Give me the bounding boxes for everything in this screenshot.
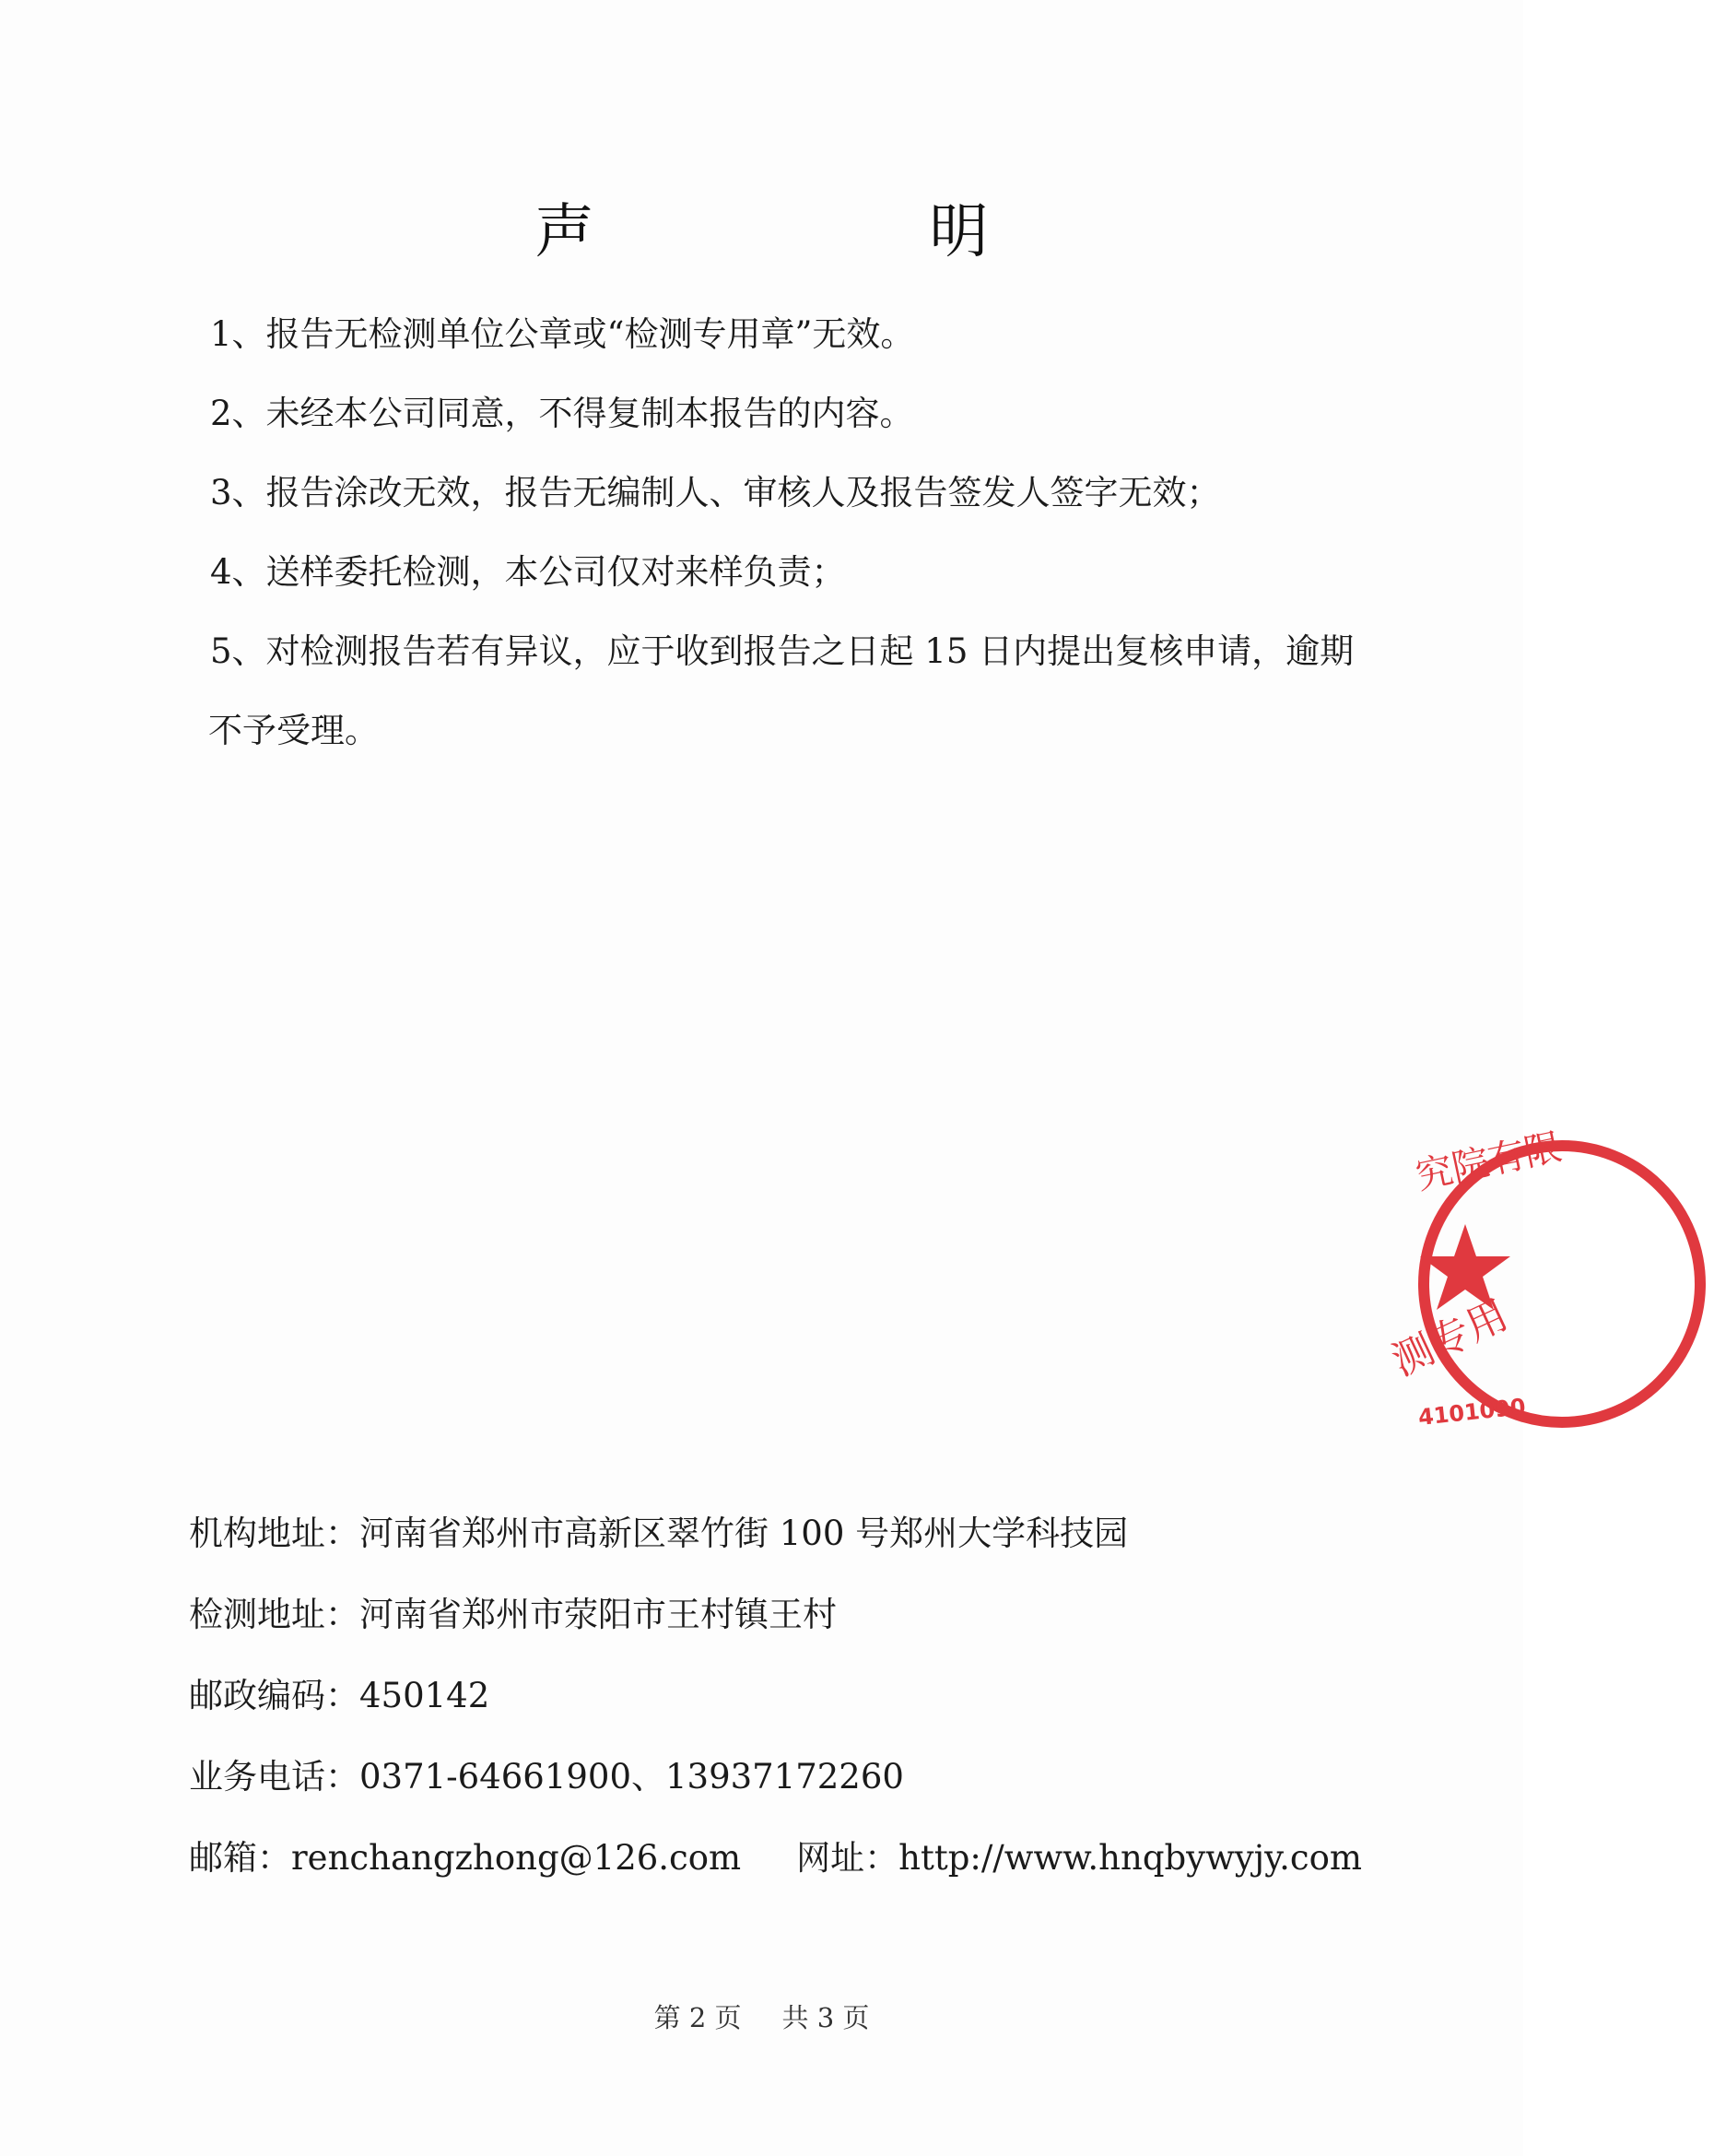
- seal-middle-text: 测专用: [1385, 1290, 1516, 1385]
- statement-list: [210, 295, 1399, 771]
- contact-info: [189, 1493, 1387, 1899]
- phone: 业务电话：0371-64661900、13937172260: [189, 1757, 904, 1797]
- statement-item: 5、对检测报告若有异议，应于收到报告之日起 15 日内提出复核申请，逾期: [210, 631, 1355, 671]
- page-footer: [0, 1997, 1523, 2035]
- statement-item: 2、未经本公司同意，不得复制本报告的内容。: [210, 394, 914, 433]
- seal-top-text: 究院有限: [1412, 1125, 1566, 1198]
- email-website-row: [189, 1818, 1387, 1899]
- page-total: 共 3 页: [781, 2002, 870, 2033]
- email: 邮箱：renchangzhong@126.com: [189, 1838, 742, 1878]
- org-address: 机构地址：河南省郑州市高新区翠竹街 100 号郑州大学科技园: [189, 1514, 1129, 1553]
- seal-bottom-text: 4101090: [1416, 1393, 1527, 1431]
- statement-item: 3、报告涂改无效，报告无编制人、审核人及报告签发人签字无效；: [210, 473, 1221, 512]
- document-title: 声 明: [534, 198, 1127, 266]
- statement-item-continuation: 不予受理。: [208, 711, 379, 750]
- statement-item: 4、送样委托检测，本公司仅对来样负责；: [210, 552, 846, 592]
- official-seal: [1385, 1125, 1714, 1436]
- website: 网址：http://www.hnqbywyjy.com: [796, 1838, 1362, 1878]
- test-address: 检测地址：河南省郑州市荥阳市王村镇王村: [189, 1595, 837, 1634]
- page-number: 第 2 页: [653, 2002, 742, 2033]
- statement-item: 1、报告无检测单位公章或“检测专用章”无效。: [210, 314, 915, 354]
- postcode: 邮政编码：450142: [189, 1676, 490, 1715]
